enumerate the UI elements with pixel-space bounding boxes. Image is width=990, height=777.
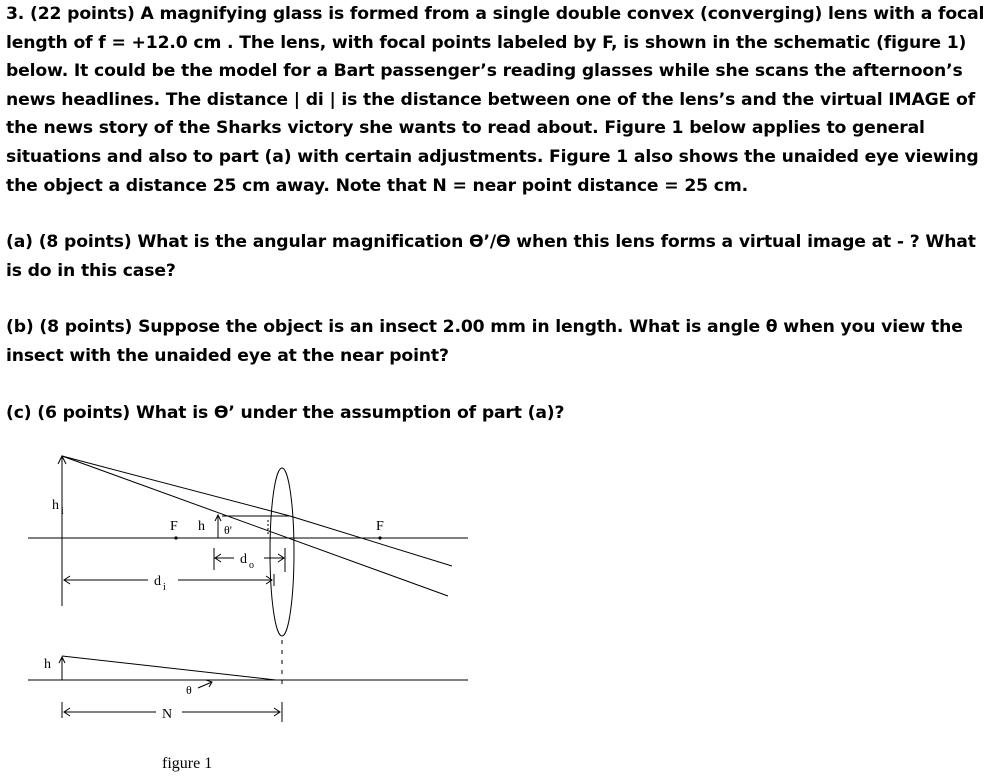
figure-1: [0, 440, 500, 777]
label-di: d: [154, 574, 161, 589]
problem-intro: 3. (22 points) A magnifying glass is formed from a single double convex (converging) lens with a focal length of f = +12.0 cm . The lens, with focal points labeled by F, is shown in the schematic (figure 1) below. It could be the model for a Bart passenger’s reading glasses while she scans the afternoon’s news headlines. The distance | di | is the distance between one of the lens’s and the virtual IMAGE of the news story of the Sharks victory she wants to read about. Figure 1 below applies to general situations and also to part (a) with certain adjustments. Figure 1 also shows the unaided eye viewing the object a distance 25 cm away. Note that N = near point distance = 25 cm.: [6, 4, 985, 196]
label-di-sub: i: [163, 582, 166, 593]
question-a: (a) (8 points) What is the angular magnification ϴ’/ϴ when this lens forms a virtual image at - ? What is do in this case?: [6, 232, 976, 281]
ray-through-center: [62, 456, 448, 596]
label-theta-prime: θ': [224, 523, 232, 537]
problem-text: [6, 0, 988, 427]
label-do-sub: o: [249, 560, 254, 571]
label-hi: h: [52, 498, 59, 513]
lens: [270, 468, 294, 636]
label-do: d: [240, 552, 247, 567]
label-h-object: h: [198, 519, 205, 534]
label-hi-sub: i: [61, 506, 64, 517]
focal-point-right: [378, 536, 381, 539]
label-h-eye: h: [44, 657, 51, 672]
figure-caption: figure 1: [162, 755, 213, 772]
lens-diagram: [0, 440, 500, 777]
focal-point-left: [174, 536, 177, 539]
question-c: (c) (6 points) What is ϴ’ under the assumption of part (a)?: [6, 402, 565, 423]
label-f-right: F: [376, 519, 384, 534]
label-n: N: [162, 707, 173, 722]
refracted-ray: [290, 516, 452, 566]
eye-ray: [62, 656, 276, 680]
label-f-left: F: [170, 519, 178, 534]
question-b: (b) (8 points) Suppose the object is an insect 2.00 mm in length. What is angle θ when you view the insect with the unaided eye at the near point?: [6, 317, 963, 366]
ray-to-lens: [62, 456, 290, 516]
label-theta: θ: [186, 683, 192, 697]
